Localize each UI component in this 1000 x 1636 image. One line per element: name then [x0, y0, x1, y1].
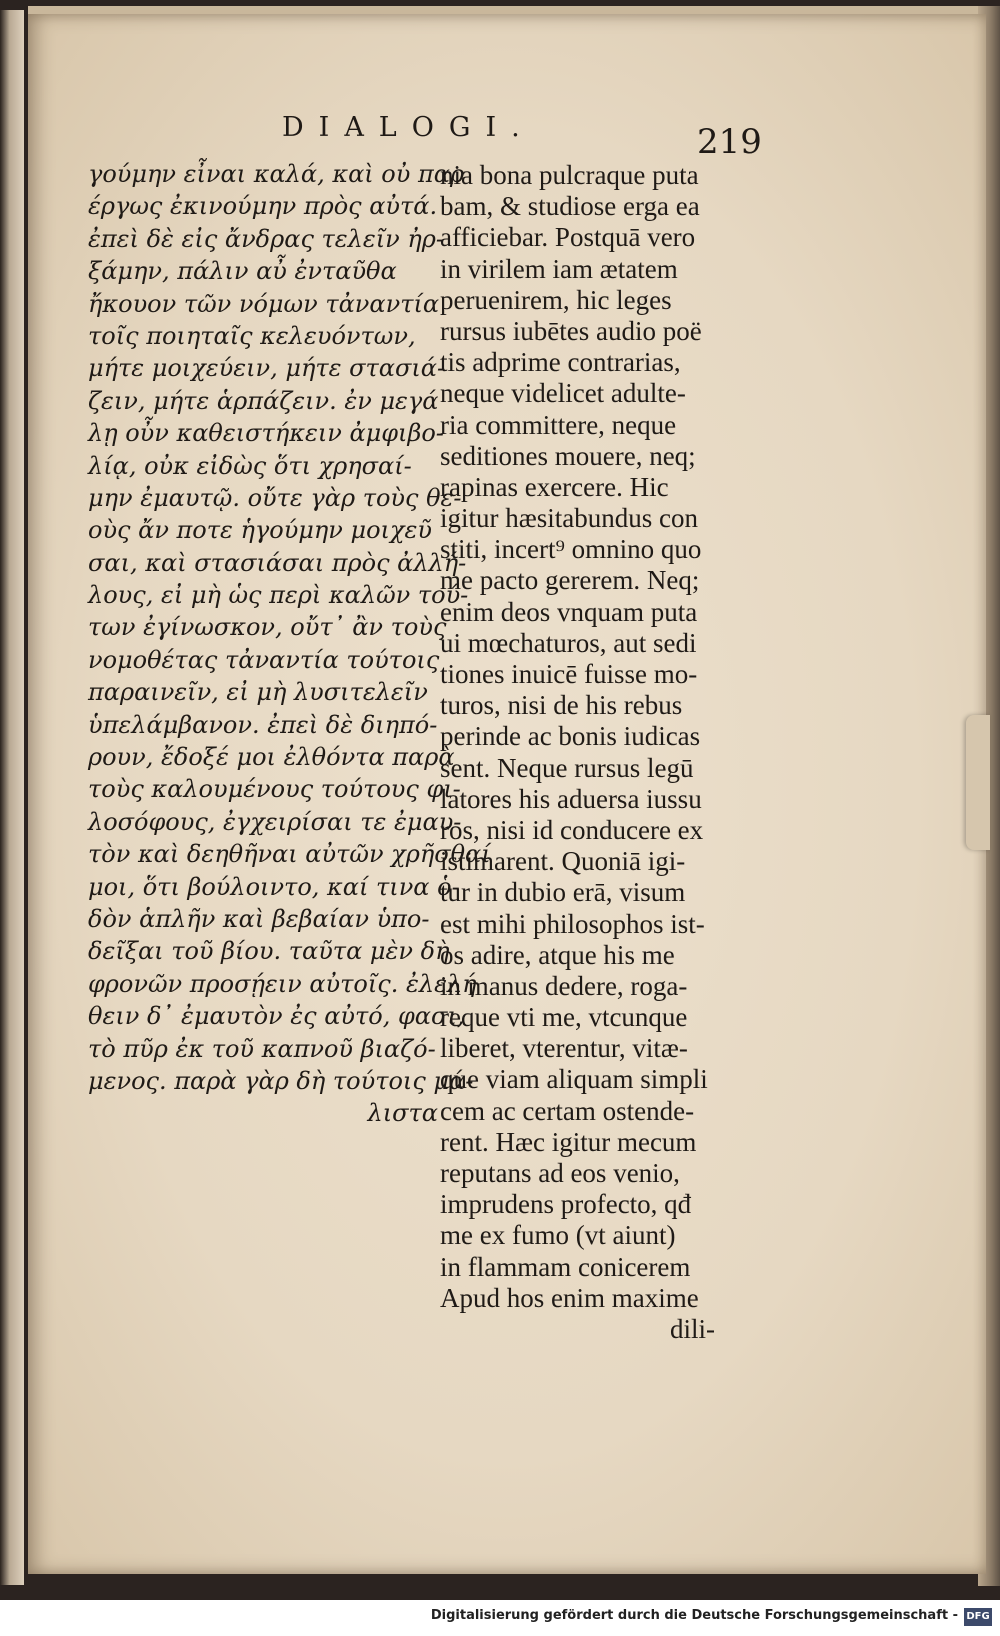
latin-text-line: ui mœchaturos, aut sedi [440, 627, 697, 658]
running-title: DIALOGI. [282, 112, 535, 143]
latin-text-line: in manus dedere, roga- [440, 970, 688, 1001]
latin-text-line: me ex fumo (vt aiunt) [440, 1220, 676, 1251]
greek-text-line: παραινεῖν, εἰ μὴ λυσιτελεῖν [88, 678, 428, 707]
latin-text-column [440, 160, 770, 1345]
latin-text-line: reputans ad eos venio, [440, 1158, 680, 1188]
greek-text-line: τοῖς ποιηταῖς κελευόντων, [88, 321, 416, 350]
dfg-logo: DFG [964, 1608, 992, 1626]
latin-text-line: reque vti me, vtcunque [440, 1002, 688, 1033]
latin-text-line: perinde ac bonis iudicas [440, 721, 701, 752]
page-number: 219 [697, 122, 762, 162]
greek-text-line: τὸ πῦρ ἐκ τοῦ καπνοῦ βιαζό- [88, 1034, 436, 1063]
latin-text-line: dili- [670, 1313, 715, 1344]
greek-text-line: σαι, καὶ στασιάσαι πρὸς ἀλλή- [88, 548, 467, 577]
latin-text-line: istimarent. Quoniā igi- [440, 846, 686, 877]
footer-credit: Digitalisierung gefördert durch die Deutsche Forschungsgemeinschaft - [430, 1608, 958, 1623]
greek-text-line: ἤκουον τῶν νόμων τἀναντία [88, 289, 440, 318]
greek-text-line: τὸν καὶ δεηθῆναι αὐτῶν χρῆσθαί [88, 840, 491, 869]
greek-text-line: λοσόφους, ἐγχειρίσαι τε ἐμαυ- [88, 807, 462, 836]
latin-text-line: ros, nisi id conducere ex [440, 814, 704, 845]
greek-text-line: ρουν, ἔδοξέ μοι ἐλθόντα παρὰ [88, 743, 455, 772]
greek-text-line: δεῖξαι τοῦ βίου. ταῦτα μὲν δὴ [88, 937, 450, 966]
greek-text-line: μενος. παρὰ γὰρ δὴ τούτοις μά- [88, 1066, 474, 1095]
greek-text-line: των ἐγίνωσκον, οὔτ᾽ ἂν τοὺς [88, 613, 447, 642]
greek-text-line: γούμην εἶναι καλά, καὶ οὐ παρ [88, 160, 465, 188]
greek-text-line: μην ἐμαυτῷ. οὔτε γὰρ τοὺς θε- [88, 483, 462, 512]
latin-text-line: in flammam conicerem [440, 1251, 691, 1282]
greek-text-line: ξάμην, πάλιν αὖ ἐνταῦθα [88, 257, 397, 286]
latin-text-line: neque videlicet adulte- [440, 378, 686, 409]
greek-text-line: λίᾳ, οὐκ εἰδὼς ὅτι χρησαί- [88, 451, 412, 480]
latin-text-line: nia bona pulcraque puta [440, 160, 699, 190]
left-book-edge [0, 10, 24, 1585]
greek-text-line: τοὺς καλουμένους τούτους φι- [88, 775, 461, 804]
greek-text-line: έργως ἐκινούμην πρὸς αὐτά. [88, 192, 438, 221]
greek-text-column [88, 158, 491, 1130]
latin-text-line: rent. Hæc igitur mecum [440, 1126, 697, 1157]
latin-text-line: rapinas exercere. Hic [440, 471, 669, 502]
greek-text-line: θειν δ᾽ ἐμαυτὸν ἐς αὐτό, φασι, [88, 1002, 465, 1031]
latin-text-line: est mihi philosophos ist- [440, 908, 705, 939]
latin-text-line: liberet, vterentur, vitæ- [440, 1033, 688, 1064]
latin-text-line: latores his aduersa iussu [440, 783, 702, 814]
footer-bar [0, 1600, 1000, 1636]
latin-text-line: peruenirem, hic leges [440, 284, 672, 315]
latin-text-line: me pacto gererem. Neq; [440, 565, 700, 596]
latin-text-line: seditiones mouere, neq; [440, 440, 696, 471]
latin-text-line: igitur hæsitabundus con [440, 503, 698, 534]
latin-text-line: os adire, atque his me [440, 939, 675, 970]
greek-text-line: δὸν ἁπλῆν καὶ βεβαίαν ὑπο- [88, 904, 430, 933]
latin-text-line: sent. Neque rursus legū [440, 752, 694, 783]
latin-text-line: turos, nisi de his rebus [440, 690, 683, 721]
latin-text-line: stiti, incert⁹ omnino quo [440, 534, 702, 565]
greek-text-line: λῃ οὖν καθειστήκειν ἀμφιβο- [88, 419, 444, 448]
greek-text-line: ὑπελάμβανον. ἐπεὶ δὲ διηπό- [88, 710, 438, 739]
latin-text-line: tis adprime contrarias, [440, 347, 681, 378]
greek-text-line: φρονῶν προσῄειν αὐτοῖς. ἐλελή [88, 969, 477, 998]
greek-text-line: λιστα [367, 1099, 438, 1128]
latin-text-line: que viam aliquam simpli [440, 1064, 708, 1095]
latin-text-line: tur in dubio erā, visum [440, 877, 686, 908]
latin-text-line: Apud hos enim maxime [440, 1282, 699, 1313]
greek-text-line: λους, εἰ μὴ ὡς περὶ καλῶν τού- [88, 581, 469, 610]
greek-text-line: ζειν, μήτε ἁρπάζειν. ἐν μεγά [88, 386, 439, 415]
latin-text-line: imprudens profecto, qđ [440, 1189, 692, 1220]
greek-text-line: οὺς ἄν ποτε ἡγούμην μοιχεῦ [88, 516, 432, 545]
latin-text-line: ria committere, neque [440, 409, 677, 440]
greek-text-line: μοι, ὅτι βούλοιντο, καί τινα ὁ- [88, 872, 460, 901]
greek-text-line: ἐπεὶ δὲ εἰς ἄνδρας τελεῖν ἠρ- [88, 224, 444, 253]
latin-text-line: afficiebar. Postquā vero [440, 222, 696, 253]
greek-text-line: νομοθέτας τἀναντία τούτοις [88, 645, 440, 674]
latin-text-line: tiones inuicē fuisse mo- [440, 659, 698, 689]
latin-text-line: in virilem iam ætatem [440, 253, 678, 284]
page-tab-marker [966, 715, 990, 850]
greek-text-line: μήτε μοιχεύειν, μήτε στασιά- [88, 354, 446, 383]
latin-text-line: cem ac certam ostende- [440, 1095, 695, 1126]
latin-text-line: bam, & studiose erga ea [440, 191, 700, 222]
latin-text-line: rursus iubētes audio poë [440, 315, 702, 346]
latin-text-line: enim deos vnquam puta [440, 596, 698, 627]
